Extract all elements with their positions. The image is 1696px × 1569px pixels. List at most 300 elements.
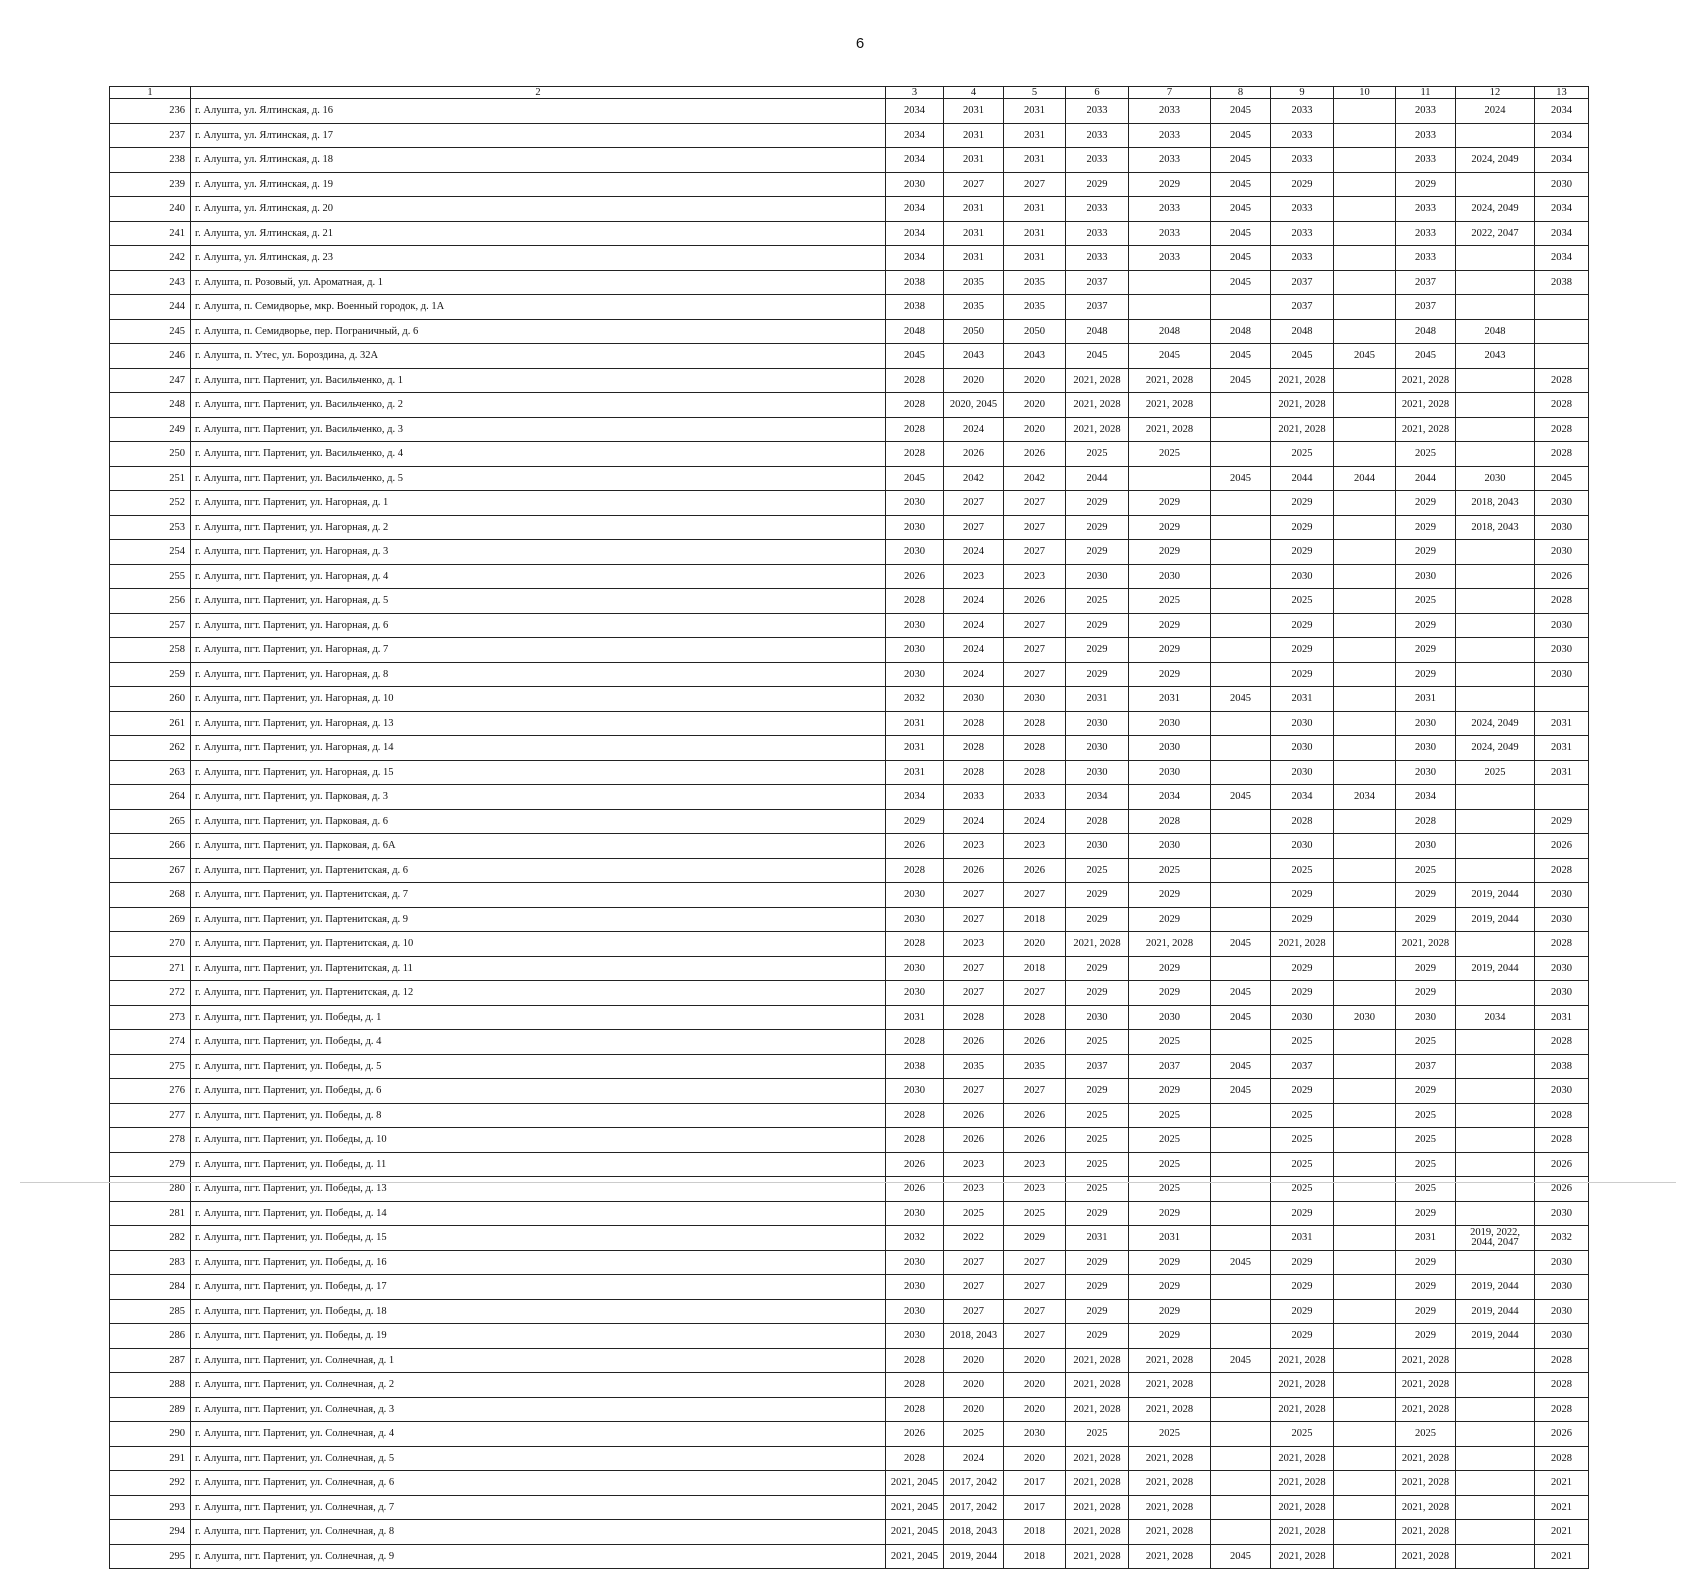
year-cell: 2029	[1129, 1275, 1211, 1300]
year-cell: 2022	[944, 1226, 1004, 1251]
year-cell: 2029	[1066, 1250, 1129, 1275]
year-cell: 2021, 2028	[1129, 1397, 1211, 1422]
year-cell: 2030	[1535, 883, 1589, 908]
year-cell: 2030	[1456, 466, 1535, 491]
year-cell: 2030	[886, 1299, 944, 1324]
year-cell: 2021, 2028	[1396, 368, 1456, 393]
year-cell: 2030	[1004, 1422, 1066, 1447]
year-cell	[1211, 1422, 1271, 1447]
year-cell: 2034	[1066, 785, 1129, 810]
year-cell: 2021, 2028	[1066, 1373, 1129, 1398]
year-cell: 2029	[1129, 491, 1211, 516]
year-cell: 2030	[1535, 907, 1589, 932]
year-cell	[1334, 834, 1396, 859]
year-cell	[1211, 858, 1271, 883]
year-cell: 2018	[1004, 907, 1066, 932]
year-cell: 2025	[1066, 1152, 1129, 1177]
year-cell: 2018	[1004, 1520, 1066, 1545]
year-cell	[1456, 540, 1535, 565]
year-cell: 2033	[1066, 123, 1129, 148]
year-cell: 2031	[1066, 687, 1129, 712]
year-cell: 2029	[1271, 956, 1334, 981]
year-cell: 2030	[886, 1079, 944, 1104]
year-cell: 2033	[1396, 99, 1456, 124]
year-cell: 2027	[1004, 491, 1066, 516]
year-cell: 2028	[944, 711, 1004, 736]
year-cell: 2029	[1129, 1201, 1211, 1226]
year-cell	[1334, 417, 1396, 442]
year-cell: 2029	[1129, 956, 1211, 981]
year-cell	[1334, 1054, 1396, 1079]
year-cell	[1211, 1275, 1271, 1300]
column-header: 8	[1211, 87, 1271, 99]
year-cell: 2029	[1066, 1324, 1129, 1349]
year-cell: 2031	[944, 148, 1004, 173]
year-cell: 2028	[886, 1103, 944, 1128]
year-cell: 2025	[1396, 1030, 1456, 1055]
table-row	[110, 1520, 1589, 1545]
year-cell: 2023	[1004, 1152, 1066, 1177]
year-cell: 2031	[944, 221, 1004, 246]
year-cell: 2025	[1129, 1152, 1211, 1177]
year-cell: 2018	[1004, 956, 1066, 981]
year-cell	[1334, 515, 1396, 540]
year-cell: 2024	[944, 662, 1004, 687]
column-header: 1	[110, 87, 191, 99]
year-cell: 2031	[1535, 736, 1589, 761]
year-cell: 2030	[1129, 736, 1211, 761]
year-cell: 2028	[944, 736, 1004, 761]
year-cell: 2027	[1004, 1250, 1066, 1275]
table-row	[110, 1373, 1589, 1398]
table-row	[110, 1324, 1589, 1349]
year-cell: 2021, 2028	[1271, 1520, 1334, 1545]
year-cell	[1456, 589, 1535, 614]
year-cell: 2033	[1396, 148, 1456, 173]
year-cell	[1211, 417, 1271, 442]
year-cell	[1456, 834, 1535, 859]
year-cell: 2030	[1535, 172, 1589, 197]
year-cell	[1334, 1030, 1396, 1055]
year-cell: 2024, 2049	[1456, 148, 1535, 173]
year-cell	[1334, 540, 1396, 565]
year-cell	[1334, 638, 1396, 663]
year-cell	[1456, 393, 1535, 418]
year-cell: 2025	[1271, 1152, 1334, 1177]
year-cell	[1456, 1520, 1535, 1545]
address-cell: г. Алушта, пгт. Партенит, ул. Солнечная, д. 6	[191, 1471, 886, 1496]
year-cell: 2026	[1004, 858, 1066, 883]
year-cell	[1334, 907, 1396, 932]
row-number: 280	[110, 1177, 191, 1202]
address-cell: г. Алушта, п. Семидворье, пер. Пограничный, д. 6	[191, 319, 886, 344]
year-cell: 2026	[886, 1177, 944, 1202]
year-cell	[1334, 564, 1396, 589]
address-cell: г. Алушта, пгт. Партенит, ул. Парковая, д. 6А	[191, 834, 886, 859]
year-cell: 2033	[1129, 99, 1211, 124]
year-cell: 2027	[1004, 613, 1066, 638]
year-cell	[1456, 1128, 1535, 1153]
year-cell: 2021, 2028	[1271, 932, 1334, 957]
year-cell: 2025	[1396, 1422, 1456, 1447]
year-cell: 2025	[1129, 1422, 1211, 1447]
year-cell: 2020	[944, 368, 1004, 393]
year-cell	[1456, 1495, 1535, 1520]
year-cell: 2031	[1066, 1226, 1129, 1251]
year-cell: 2030	[1396, 834, 1456, 859]
row-number: 271	[110, 956, 191, 981]
address-cell: г. Алушта, пгт. Партенит, ул. Победы, д. 8	[191, 1103, 886, 1128]
year-cell: 2021, 2028	[1271, 1397, 1334, 1422]
year-cell: 2027	[944, 1079, 1004, 1104]
year-cell: 2035	[944, 295, 1004, 320]
address-cell: г. Алушта, пгт. Партенит, ул. Партенитская, д. 10	[191, 932, 886, 957]
year-cell: 2029	[1396, 1299, 1456, 1324]
year-cell: 2028	[1535, 368, 1589, 393]
year-cell: 2021, 2028	[1271, 1348, 1334, 1373]
year-cell: 2025	[1066, 858, 1129, 883]
year-cell: 2021, 2028	[1129, 417, 1211, 442]
year-cell: 2025	[1066, 1103, 1129, 1128]
year-cell: 2029	[1066, 907, 1129, 932]
year-cell: 2031	[944, 123, 1004, 148]
year-cell: 2031	[1004, 148, 1066, 173]
table-row	[110, 662, 1589, 687]
year-cell: 2021, 2028	[1396, 1397, 1456, 1422]
year-cell: 2029	[1066, 883, 1129, 908]
table-row	[110, 246, 1589, 271]
year-cell: 2031	[1004, 99, 1066, 124]
year-cell: 2021, 2028	[1129, 1471, 1211, 1496]
address-cell: г. Алушта, пгт. Партенит, ул. Васильченко, д. 2	[191, 393, 886, 418]
year-cell: 2025	[1129, 1030, 1211, 1055]
year-cell: 2030	[1066, 1005, 1129, 1030]
year-cell: 2026	[1004, 1103, 1066, 1128]
year-cell: 2024, 2049	[1456, 736, 1535, 761]
year-cell	[1456, 1471, 1535, 1496]
year-cell: 2028	[1535, 442, 1589, 467]
year-cell: 2048	[1066, 319, 1129, 344]
year-cell: 2026	[1535, 834, 1589, 859]
year-cell: 2030	[1535, 662, 1589, 687]
year-cell	[1334, 1495, 1396, 1520]
year-cell	[1334, 858, 1396, 883]
year-cell: 2021, 2028	[1066, 393, 1129, 418]
row-number: 272	[110, 981, 191, 1006]
year-cell: 2031	[1535, 711, 1589, 736]
column-header: 6	[1066, 87, 1129, 99]
year-cell: 2029	[1271, 172, 1334, 197]
year-cell: 2038	[886, 1054, 944, 1079]
year-cell: 2033	[1066, 246, 1129, 271]
year-cell: 2019, 2044	[944, 1544, 1004, 1569]
address-cell: г. Алушта, пгт. Партенит, ул. Васильченко, д. 5	[191, 466, 886, 491]
year-cell	[1334, 1520, 1396, 1545]
year-cell	[1211, 491, 1271, 516]
year-cell: 2021, 2028	[1396, 393, 1456, 418]
year-cell: 2030	[1535, 981, 1589, 1006]
table-row	[110, 736, 1589, 761]
year-cell: 2037	[1066, 295, 1129, 320]
table-row	[110, 197, 1589, 222]
year-cell: 2025	[1066, 1128, 1129, 1153]
year-cell: 2028	[886, 1348, 944, 1373]
row-number: 250	[110, 442, 191, 467]
year-cell	[1456, 687, 1535, 712]
year-cell: 2033	[1129, 197, 1211, 222]
year-cell	[1211, 638, 1271, 663]
year-cell: 2045	[1211, 99, 1271, 124]
table-row	[110, 809, 1589, 834]
year-cell: 2023	[944, 932, 1004, 957]
table-row	[110, 1299, 1589, 1324]
year-cell	[1535, 295, 1589, 320]
year-cell	[1456, 932, 1535, 957]
table-row	[110, 1030, 1589, 1055]
year-cell: 2021, 2028	[1271, 1544, 1334, 1569]
year-cell: 2019, 2044	[1456, 1299, 1535, 1324]
year-cell: 2021, 2028	[1066, 1471, 1129, 1496]
year-cell	[1456, 368, 1535, 393]
year-cell: 2025	[1129, 1177, 1211, 1202]
year-cell: 2029	[1271, 1201, 1334, 1226]
year-cell: 2029	[1271, 883, 1334, 908]
table-row	[110, 1103, 1589, 1128]
year-cell: 2026	[1004, 1128, 1066, 1153]
year-cell	[1456, 858, 1535, 883]
year-cell: 2033	[1066, 197, 1129, 222]
row-number: 239	[110, 172, 191, 197]
year-cell	[1535, 785, 1589, 810]
year-cell	[1211, 1471, 1271, 1496]
address-cell: г. Алушта, пгт. Партенит, ул. Нагорная, д. 5	[191, 589, 886, 614]
year-cell	[1334, 1226, 1396, 1251]
year-cell	[1211, 1103, 1271, 1128]
year-cell: 2030	[1271, 711, 1334, 736]
table-row	[110, 295, 1589, 320]
year-cell: 2048	[886, 319, 944, 344]
year-cell: 2045	[1211, 172, 1271, 197]
table-row	[110, 613, 1589, 638]
year-cell: 2050	[944, 319, 1004, 344]
year-cell	[1334, 172, 1396, 197]
row-number: 251	[110, 466, 191, 491]
year-cell: 2034	[886, 99, 944, 124]
year-cell: 2020	[944, 1397, 1004, 1422]
year-cell: 2044	[1334, 466, 1396, 491]
year-cell	[1334, 491, 1396, 516]
year-cell: 2033	[944, 785, 1004, 810]
row-number: 284	[110, 1275, 191, 1300]
year-cell: 2024	[944, 638, 1004, 663]
year-cell: 2017, 2042	[944, 1471, 1004, 1496]
table-row	[110, 148, 1589, 173]
year-cell: 2029	[1129, 1299, 1211, 1324]
year-cell: 2030	[1535, 1201, 1589, 1226]
year-cell: 2029	[1271, 491, 1334, 516]
table-row	[110, 1495, 1589, 1520]
year-cell: 2025	[1456, 760, 1535, 785]
year-cell: 2021, 2028	[1396, 417, 1456, 442]
year-cell	[1334, 1348, 1396, 1373]
address-cell: г. Алушта, пгт. Партенит, ул. Нагорная, д. 6	[191, 613, 886, 638]
row-number: 240	[110, 197, 191, 222]
year-cell: 2030	[1535, 1324, 1589, 1349]
year-cell: 2028	[886, 368, 944, 393]
year-cell: 2030	[1066, 760, 1129, 785]
year-cell: 2031	[886, 1005, 944, 1030]
column-header: 9	[1271, 87, 1334, 99]
year-cell: 2031	[1396, 687, 1456, 712]
address-cell: г. Алушта, пгт. Партенит, ул. Победы, д. 18	[191, 1299, 886, 1324]
year-cell	[1334, 1250, 1396, 1275]
year-cell	[1334, 809, 1396, 834]
year-cell: 2021	[1535, 1495, 1589, 1520]
year-cell: 2028	[1535, 1446, 1589, 1471]
year-cell	[1211, 1324, 1271, 1349]
table-row	[110, 1128, 1589, 1153]
year-cell: 2021, 2028	[1396, 1471, 1456, 1496]
year-cell: 2029	[1129, 540, 1211, 565]
address-cell: г. Алушта, п. Утес, ул. Бороздина, д. 32А	[191, 344, 886, 369]
year-cell: 2030	[886, 1250, 944, 1275]
year-cell: 2033	[1396, 123, 1456, 148]
address-cell: г. Алушта, пгт. Партенит, ул. Победы, д. 14	[191, 1201, 886, 1226]
year-cell: 2031	[886, 736, 944, 761]
row-number: 266	[110, 834, 191, 859]
table-row	[110, 956, 1589, 981]
row-number: 269	[110, 907, 191, 932]
year-cell: 2045	[1211, 932, 1271, 957]
year-cell: 2037	[1271, 270, 1334, 295]
row-number: 294	[110, 1520, 191, 1545]
year-cell: 2033	[1271, 123, 1334, 148]
year-cell: 2023	[944, 834, 1004, 859]
year-cell: 2021, 2028	[1129, 368, 1211, 393]
year-cell: 2028	[1535, 858, 1589, 883]
year-cell	[1211, 589, 1271, 614]
row-number: 258	[110, 638, 191, 663]
year-cell: 2033	[1066, 221, 1129, 246]
address-cell: г. Алушта, пгт. Партенит, ул. Партенитская, д. 11	[191, 956, 886, 981]
year-cell: 2028	[1535, 417, 1589, 442]
year-cell: 2045	[1129, 344, 1211, 369]
year-cell: 2033	[1396, 221, 1456, 246]
year-cell: 2045	[1066, 344, 1129, 369]
year-cell: 2048	[1456, 319, 1535, 344]
row-number: 273	[110, 1005, 191, 1030]
year-cell: 2030	[1535, 638, 1589, 663]
table-row	[110, 1348, 1589, 1373]
year-cell: 2048	[1396, 319, 1456, 344]
year-cell: 2031	[944, 197, 1004, 222]
year-cell: 2028	[886, 1128, 944, 1153]
column-header: 12	[1456, 87, 1535, 99]
year-cell: 2034	[1535, 99, 1589, 124]
address-cell: г. Алушта, пгт. Партенит, ул. Васильченко, д. 3	[191, 417, 886, 442]
address-cell: г. Алушта, пгт. Партенит, ул. Победы, д. 15	[191, 1226, 886, 1251]
year-cell	[1334, 442, 1396, 467]
year-cell: 2026	[886, 834, 944, 859]
address-cell: г. Алушта, пгт. Партенит, ул. Победы, д. 19	[191, 1324, 886, 1349]
year-cell: 2029	[1396, 491, 1456, 516]
year-cell: 2018, 2043	[944, 1324, 1004, 1349]
year-cell: 2021, 2028	[1271, 1446, 1334, 1471]
year-cell: 2021	[1535, 1471, 1589, 1496]
year-cell: 2029	[1396, 1324, 1456, 1349]
year-cell	[1456, 1177, 1535, 1202]
year-cell: 2021	[1535, 1544, 1589, 1569]
year-cell: 2029	[1535, 809, 1589, 834]
year-cell: 2034	[886, 197, 944, 222]
year-cell: 2019, 2044	[1456, 956, 1535, 981]
year-cell: 2027	[944, 1250, 1004, 1275]
column-header: 10	[1334, 87, 1396, 99]
address-cell: г. Алушта, ул. Ялтинская, д. 18	[191, 148, 886, 173]
table-row	[110, 1226, 1589, 1251]
year-cell: 2034	[1535, 197, 1589, 222]
row-number: 260	[110, 687, 191, 712]
year-cell: 2021, 2028	[1129, 1544, 1211, 1569]
year-cell: 2037	[1271, 1054, 1334, 1079]
table-row	[110, 907, 1589, 932]
year-cell: 2026	[1535, 1152, 1589, 1177]
year-cell: 2024, 2049	[1456, 711, 1535, 736]
year-cell: 2028	[886, 442, 944, 467]
year-cell	[1211, 1520, 1271, 1545]
year-cell: 2021, 2028	[1066, 1544, 1129, 1569]
year-cell: 2023	[1004, 834, 1066, 859]
table-row	[110, 1201, 1589, 1226]
row-number: 265	[110, 809, 191, 834]
page-number: 6	[855, 35, 865, 52]
year-cell	[1211, 1152, 1271, 1177]
year-cell: 2029	[1129, 1079, 1211, 1104]
year-cell: 2034	[886, 246, 944, 271]
year-cell	[1334, 148, 1396, 173]
row-number: 267	[110, 858, 191, 883]
year-cell: 2025	[1066, 1177, 1129, 1202]
row-number: 261	[110, 711, 191, 736]
year-cell	[1211, 1373, 1271, 1398]
address-cell: г. Алушта, пгт. Партенит, ул. Партенитская, д. 7	[191, 883, 886, 908]
year-cell: 2028	[886, 1030, 944, 1055]
year-cell: 2035	[944, 1054, 1004, 1079]
year-cell	[1456, 442, 1535, 467]
address-cell: г. Алушта, пгт. Партенит, ул. Нагорная, д. 4	[191, 564, 886, 589]
table-row	[110, 466, 1589, 491]
year-cell: 2021, 2028	[1271, 393, 1334, 418]
address-cell: г. Алушта, пгт. Партенит, ул. Победы, д. 4	[191, 1030, 886, 1055]
row-number: 256	[110, 589, 191, 614]
year-cell: 2045	[1211, 123, 1271, 148]
year-cell	[1211, 1299, 1271, 1324]
table-row	[110, 785, 1589, 810]
year-cell: 2024	[1004, 809, 1066, 834]
year-cell: 2030	[1396, 564, 1456, 589]
year-cell: 2025	[1066, 442, 1129, 467]
address-cell: г. Алушта, пгт. Партенит, ул. Победы, д. 6	[191, 1079, 886, 1104]
row-number: 264	[110, 785, 191, 810]
row-number: 278	[110, 1128, 191, 1153]
year-cell	[1211, 1495, 1271, 1520]
year-cell	[1211, 662, 1271, 687]
table-row	[110, 344, 1589, 369]
year-cell: 2029	[1066, 491, 1129, 516]
year-cell: 2025	[1129, 1128, 1211, 1153]
year-cell: 2034	[1456, 1005, 1535, 1030]
year-cell: 2030	[1004, 687, 1066, 712]
